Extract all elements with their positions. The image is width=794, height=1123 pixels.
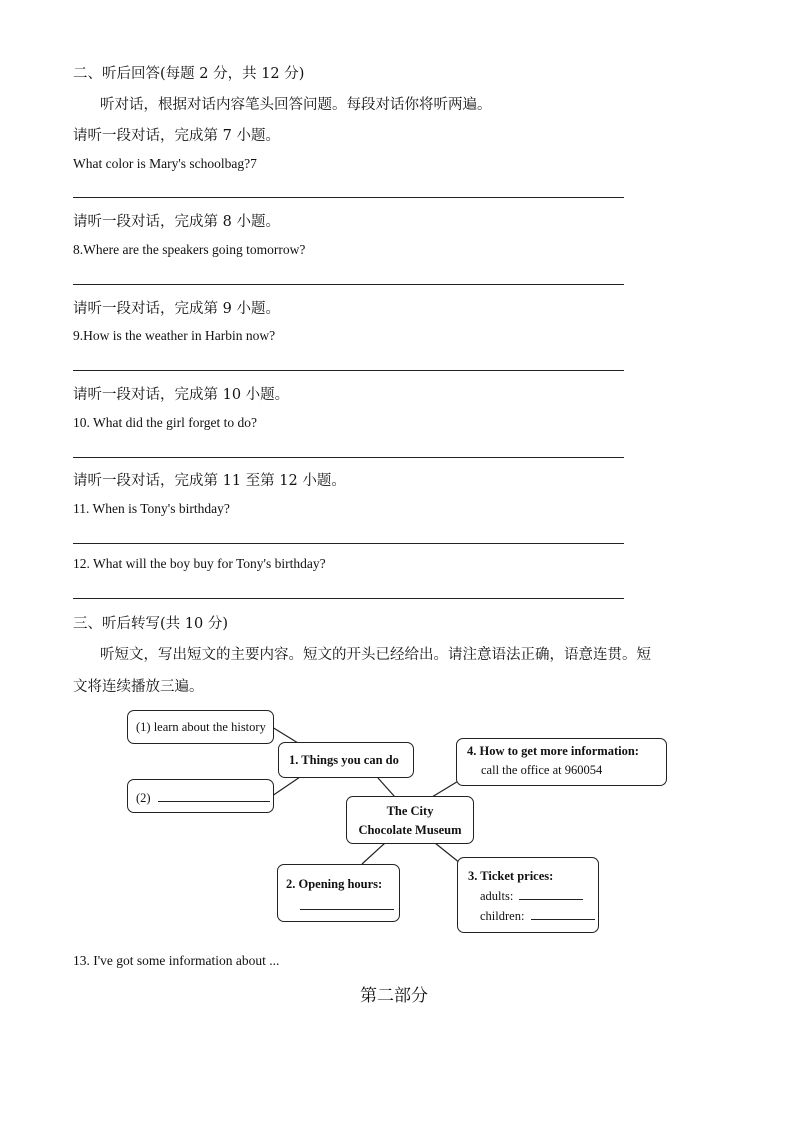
- blank2-label: (2): [136, 791, 151, 805]
- history-label: (1) learn about the history: [136, 720, 266, 734]
- ticket-prices-label: 3. Ticket prices:: [468, 869, 554, 883]
- section3-heading: 三、听后转写(共 10 分): [73, 616, 228, 632]
- section3-instruction-line1: 听短文，写出短文的主要内容。短文的开头已经给出。请注意语法正确，语意连贯。短: [100, 647, 651, 663]
- center-title-line2: Chocolate Museum: [358, 823, 462, 837]
- connector-center-moreinfo: [432, 780, 460, 797]
- connector-blank2-things: [272, 777, 300, 796]
- blank2-answer-line[interactable]: [158, 790, 270, 802]
- adults-row: [468, 886, 598, 906]
- part2-title: 第二部分: [360, 986, 428, 1006]
- things-label: 1. Things you can do: [289, 753, 399, 767]
- mindmap-things-box: [278, 742, 414, 778]
- moreinfo-detail: call the office at 960054: [481, 763, 603, 777]
- children-label: children:: [480, 909, 525, 923]
- connector-things-center: [378, 778, 395, 797]
- section3-instruction-line2: 文将连续播放三遍。: [73, 679, 204, 695]
- question-8: 8.Where are the speakers going tomorrow?: [73, 242, 306, 257]
- mindmap-history-box: [127, 710, 274, 744]
- adults-label: adults:: [480, 889, 514, 903]
- question-7: What color is Mary's schoolbag?7: [73, 156, 257, 171]
- question-9: 9.How is the weather in Harbin now?: [73, 328, 276, 343]
- question-10: 10. What did the girl forget to do?: [73, 415, 257, 430]
- mindmap-tickets-box: [457, 857, 599, 933]
- connector-center-opening: [362, 843, 385, 864]
- mindmap-center-box: [346, 796, 474, 844]
- mindmap-opening-box: [277, 864, 400, 922]
- prompt-q7: 请听一段对话，完成第 7 小题。: [73, 128, 280, 144]
- section2-heading: 二、听后回答(每题 2 分，共 12 分): [73, 66, 305, 82]
- moreinfo-title: 4. How to get more information:: [467, 744, 639, 758]
- opening-hours-answer: [286, 898, 399, 914]
- section2-instruction: 听对话，根据对话内容笔头回答问题。每段对话你将听两遍。: [100, 97, 492, 113]
- question-13: 13. I've got some information about ...: [73, 953, 280, 968]
- prompt-q9: 请听一段对话，完成第 9 小题。: [73, 301, 280, 317]
- prompt-q10: 请听一段对话，完成第 10 小题。: [73, 387, 290, 403]
- prompt-q8: 请听一段对话，完成第 8 小题。: [73, 214, 280, 230]
- question-12: 12. What will the boy buy for Tony's birthday?: [73, 556, 326, 571]
- question-11: 11. When is Tony's birthday?: [73, 501, 230, 516]
- opening-hours-answer-line[interactable]: [300, 898, 394, 910]
- center-title-line1: The City: [386, 804, 434, 818]
- opening-hours-label: 2. Opening hours:: [286, 877, 383, 891]
- prompt-q11-12: 请听一段对话，完成第 11 至第 12 小题。: [73, 473, 346, 489]
- mindmap-blank2-box: [127, 779, 274, 813]
- connector-history-things: [272, 727, 298, 743]
- connector-center-tickets: [435, 843, 460, 863]
- children-answer-line[interactable]: [531, 908, 595, 920]
- adults-answer-line[interactable]: [519, 888, 583, 900]
- children-row: [468, 906, 598, 926]
- mindmap-moreinfo-box: [456, 738, 667, 786]
